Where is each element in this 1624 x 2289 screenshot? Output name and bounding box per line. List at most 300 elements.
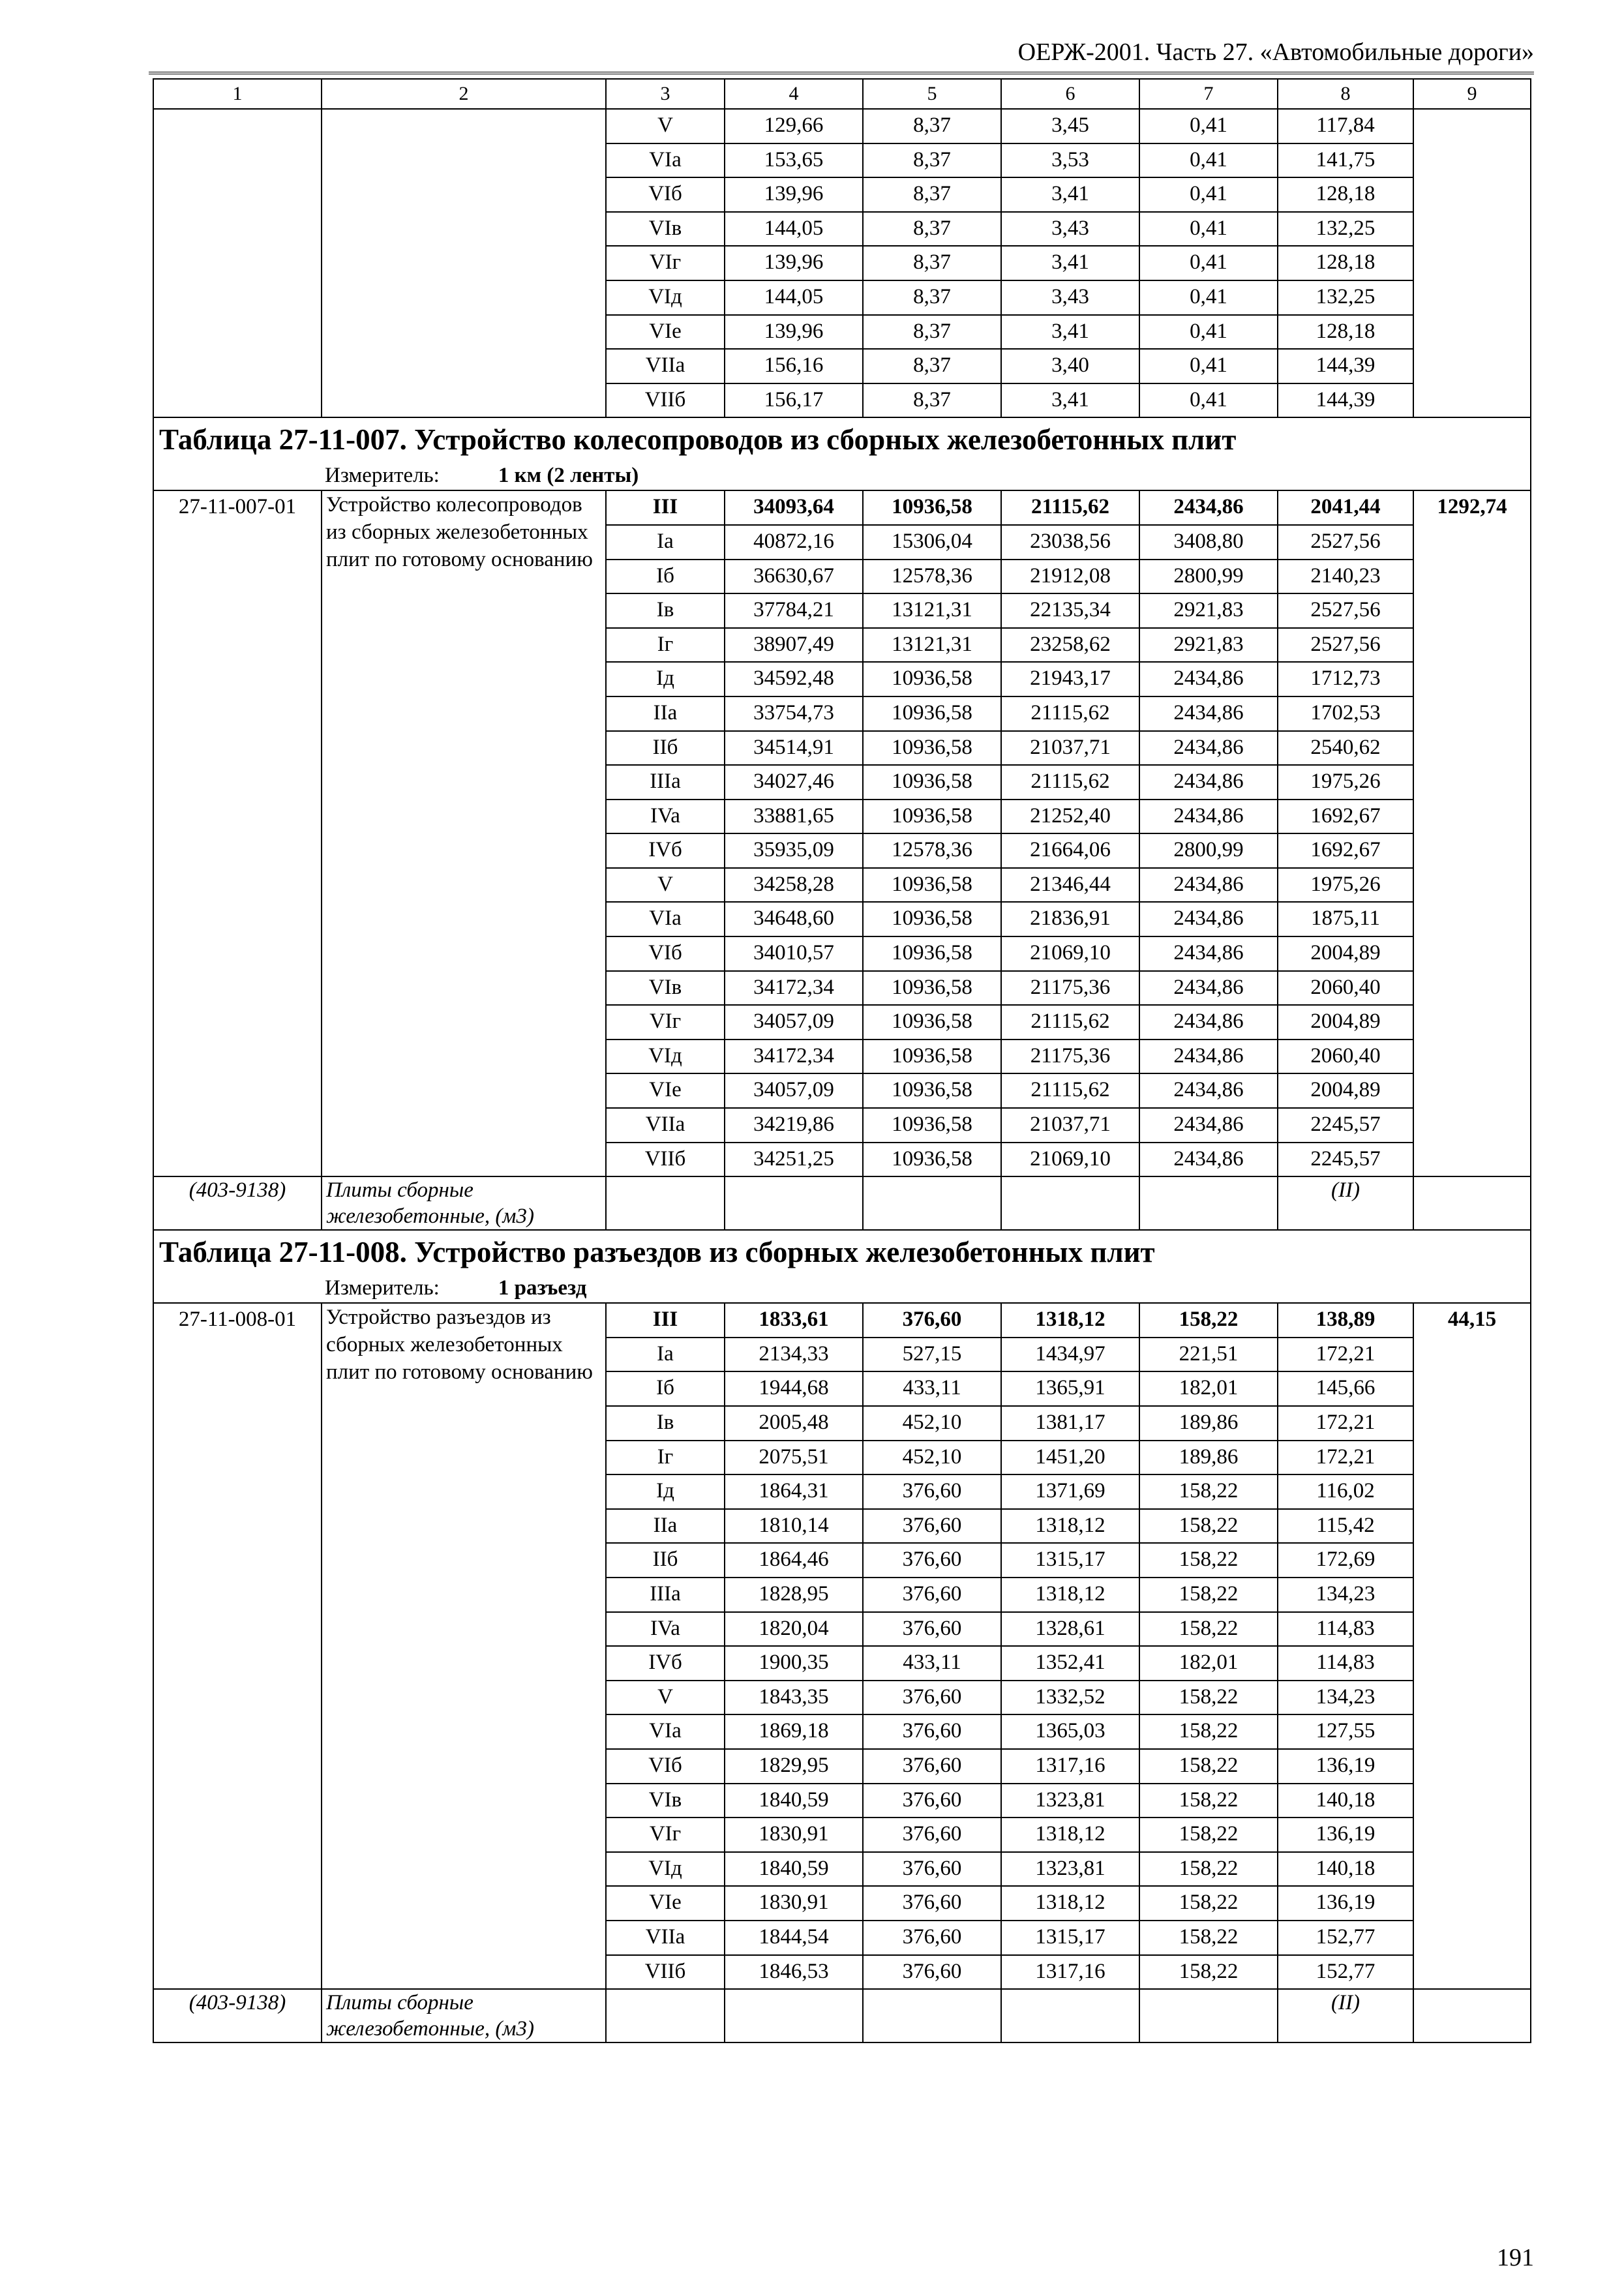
- value-cell: 1875,11: [1278, 902, 1413, 936]
- value-cell: 2245,57: [1278, 1108, 1413, 1143]
- value-cell: 3,43: [1001, 280, 1139, 315]
- value-cell: 2434,86: [1139, 971, 1278, 1006]
- footnote-row: [153, 1176, 1531, 1230]
- unit-value: 1 разъезд: [498, 1276, 587, 1300]
- value-cell: 376,60: [863, 1749, 1001, 1784]
- value-cell: 172,21: [1278, 1406, 1413, 1441]
- value-cell: 1328,61: [1001, 1612, 1139, 1647]
- value-cell: 3,53: [1001, 143, 1139, 178]
- value-cell: 433,11: [863, 1646, 1001, 1681]
- value-cell: 1332,52: [1001, 1681, 1139, 1715]
- value-cell: 2434,86: [1139, 765, 1278, 800]
- zone-cell: Iв: [606, 593, 725, 628]
- value-cell: 21115,62: [1001, 1073, 1139, 1108]
- value-cell: 376,60: [863, 1303, 1001, 1338]
- zone-cell: IIб: [606, 1543, 725, 1578]
- value-cell: 0,41: [1139, 280, 1278, 315]
- value-cell: 376,60: [863, 1578, 1001, 1612]
- value-cell: 2060,40: [1278, 971, 1413, 1006]
- value-cell: 182,01: [1139, 1371, 1278, 1406]
- value-cell: 1833,61: [725, 1303, 863, 1338]
- value-cell: 1692,67: [1278, 833, 1413, 868]
- unit-cell: [153, 461, 1531, 490]
- value-cell: 1900,35: [725, 1646, 863, 1681]
- zone-cell: V: [606, 868, 725, 903]
- value-cell: 1318,12: [1001, 1578, 1139, 1612]
- value-cell: 2434,86: [1139, 1005, 1278, 1040]
- value-cell: 376,60: [863, 1714, 1001, 1749]
- value-cell: 37784,21: [725, 593, 863, 628]
- value-cell: 2540,62: [1278, 731, 1413, 766]
- value-cell: 2134,33: [725, 1338, 863, 1372]
- zone-cell: VIб: [606, 1749, 725, 1784]
- value-cell: 115,42: [1278, 1509, 1413, 1544]
- zone-cell: VIe: [606, 1886, 725, 1921]
- zone-cell: IIб: [606, 731, 725, 766]
- value-cell: 10936,58: [863, 868, 1001, 903]
- value-cell: 22135,34: [1001, 593, 1139, 628]
- value-cell: 1371,69: [1001, 1474, 1139, 1509]
- value-cell: 34258,28: [725, 868, 863, 903]
- value-cell: 1702,53: [1278, 696, 1413, 731]
- value-cell: 2527,56: [1278, 628, 1413, 663]
- value-cell: 144,39: [1278, 349, 1413, 383]
- value-cell: 158,22: [1139, 1303, 1278, 1338]
- table-cell-empty: [863, 1176, 1001, 1230]
- footnote-description: Плиты сборные железобетонные, (м3): [322, 1989, 606, 2042]
- value-cell: 2434,86: [1139, 731, 1278, 766]
- value-cell: 2004,89: [1278, 1005, 1413, 1040]
- value-cell: 2434,86: [1139, 490, 1278, 525]
- unit-row: [153, 461, 1531, 490]
- table-row: [153, 490, 1531, 525]
- value-cell: 2140,23: [1278, 560, 1413, 594]
- value-cell: 34172,34: [725, 1040, 863, 1074]
- col9-cell-empty: [1413, 109, 1531, 417]
- value-cell: 34219,86: [725, 1108, 863, 1143]
- value-cell: 10936,58: [863, 936, 1001, 971]
- code-cell: 27-11-007-01: [153, 490, 322, 1176]
- unit-label: Измеритель:: [325, 464, 440, 488]
- footnote-mark: (II): [1278, 1176, 1413, 1230]
- value-cell: 433,11: [863, 1371, 1001, 1406]
- value-cell: 33881,65: [725, 800, 863, 834]
- value-cell: 132,25: [1278, 212, 1413, 247]
- value-cell: 10936,58: [863, 765, 1001, 800]
- value-cell: 2434,86: [1139, 936, 1278, 971]
- value-cell: 35935,09: [725, 833, 863, 868]
- value-cell: 1434,97: [1001, 1338, 1139, 1372]
- value-cell: 132,25: [1278, 280, 1413, 315]
- value-cell: 1840,59: [725, 1784, 863, 1818]
- value-cell: 8,37: [863, 109, 1001, 143]
- column-number: 7: [1139, 79, 1278, 109]
- value-cell: 21252,40: [1001, 800, 1139, 834]
- value-cell: 10936,58: [863, 1108, 1001, 1143]
- value-cell: 1840,59: [725, 1852, 863, 1887]
- value-cell: 34093,64: [725, 490, 863, 525]
- value-cell: 1381,17: [1001, 1406, 1139, 1441]
- value-cell: 21912,08: [1001, 560, 1139, 594]
- value-cell: 152,77: [1278, 1921, 1413, 1955]
- column-number: 9: [1413, 79, 1531, 109]
- value-cell: 10936,58: [863, 1143, 1001, 1177]
- value-cell: 1864,46: [725, 1543, 863, 1578]
- value-cell: 10936,58: [863, 1073, 1001, 1108]
- zone-cell: Iг: [606, 628, 725, 663]
- value-cell: 36630,67: [725, 560, 863, 594]
- value-cell: 2434,86: [1139, 1143, 1278, 1177]
- zone-cell: IVб: [606, 833, 725, 868]
- value-cell: 145,66: [1278, 1371, 1413, 1406]
- value-cell: 3408,80: [1139, 525, 1278, 560]
- value-cell: 34251,25: [725, 1143, 863, 1177]
- value-cell: 1692,67: [1278, 800, 1413, 834]
- value-cell: 2921,83: [1139, 628, 1278, 663]
- value-cell: 158,22: [1139, 1818, 1278, 1852]
- value-cell: 136,19: [1278, 1749, 1413, 1784]
- value-cell: 10936,58: [863, 731, 1001, 766]
- value-cell: 10936,58: [863, 800, 1001, 834]
- value-cell: 117,84: [1278, 109, 1413, 143]
- zone-cell: VIв: [606, 971, 725, 1006]
- value-cell: 1451,20: [1001, 1441, 1139, 1475]
- table-title-row: [153, 417, 1531, 461]
- value-cell: 2434,86: [1139, 868, 1278, 903]
- zone-cell: IVa: [606, 800, 725, 834]
- value-cell: 21037,71: [1001, 1108, 1139, 1143]
- zone-cell: VIд: [606, 280, 725, 315]
- column-number: 6: [1001, 79, 1139, 109]
- value-cell: 144,05: [725, 212, 863, 247]
- value-cell: 376,60: [863, 1852, 1001, 1887]
- value-cell: 136,19: [1278, 1886, 1413, 1921]
- value-cell: 376,60: [863, 1818, 1001, 1852]
- value-cell: 13121,31: [863, 628, 1001, 663]
- value-cell: 8,37: [863, 383, 1001, 418]
- value-cell: 21037,71: [1001, 731, 1139, 766]
- footnote-code: (403-9138): [153, 1989, 322, 2042]
- value-cell: 8,37: [863, 349, 1001, 383]
- value-cell: 128,18: [1278, 315, 1413, 350]
- value-cell: 452,10: [863, 1441, 1001, 1475]
- value-cell: 1810,14: [725, 1509, 863, 1544]
- zone-cell: VIв: [606, 212, 725, 247]
- value-cell: 136,19: [1278, 1818, 1413, 1852]
- value-cell: 1712,73: [1278, 662, 1413, 696]
- value-cell: 12578,36: [863, 560, 1001, 594]
- value-cell: 2005,48: [725, 1406, 863, 1441]
- value-cell: 172,69: [1278, 1543, 1413, 1578]
- value-cell: 34514,91: [725, 731, 863, 766]
- value-cell: 40872,16: [725, 525, 863, 560]
- column-number: 2: [322, 79, 606, 109]
- value-cell: 34648,60: [725, 902, 863, 936]
- zone-cell: VIд: [606, 1852, 725, 1887]
- code-cell-empty: [153, 109, 322, 417]
- value-cell: 21115,62: [1001, 1005, 1139, 1040]
- value-cell: 23038,56: [1001, 525, 1139, 560]
- page-header-title: ОЕРЖ-2001. Часть 27. «Автомобильные дороги»: [1017, 38, 1534, 66]
- table-title: Таблица 27-11-008. Устройство разъездов из сборных железобетонных плит: [153, 1230, 1531, 1274]
- value-cell: 376,60: [863, 1474, 1001, 1509]
- value-cell: 10936,58: [863, 662, 1001, 696]
- table-cell-empty: [725, 1989, 863, 2042]
- zone-cell: Iд: [606, 1474, 725, 1509]
- value-cell: 2800,99: [1139, 833, 1278, 868]
- value-cell: 158,22: [1139, 1955, 1278, 1990]
- col9-cell: 44,15: [1413, 1303, 1531, 1989]
- zone-cell: III: [606, 1303, 725, 1338]
- value-cell: 2434,86: [1139, 662, 1278, 696]
- value-cell: 2434,86: [1139, 1108, 1278, 1143]
- value-cell: 21943,17: [1001, 662, 1139, 696]
- value-cell: 10936,58: [863, 1040, 1001, 1074]
- value-cell: 141,75: [1278, 143, 1413, 178]
- value-cell: 1315,17: [1001, 1921, 1139, 1955]
- zone-cell: VIIб: [606, 1143, 725, 1177]
- zone-cell: VIг: [606, 1818, 725, 1852]
- value-cell: 0,41: [1139, 383, 1278, 418]
- table-cell-empty: [1001, 1989, 1139, 2042]
- value-cell: 10936,58: [863, 902, 1001, 936]
- value-cell: 158,22: [1139, 1578, 1278, 1612]
- value-cell: 3,41: [1001, 383, 1139, 418]
- description-cell-empty: [322, 109, 606, 417]
- value-cell: 23258,62: [1001, 628, 1139, 663]
- value-cell: 2434,86: [1139, 1040, 1278, 1074]
- value-cell: 134,23: [1278, 1681, 1413, 1715]
- value-cell: 156,16: [725, 349, 863, 383]
- value-cell: 2921,83: [1139, 593, 1278, 628]
- value-cell: 1820,04: [725, 1612, 863, 1647]
- value-cell: 376,60: [863, 1543, 1001, 1578]
- value-cell: 158,22: [1139, 1474, 1278, 1509]
- value-cell: 10936,58: [863, 490, 1001, 525]
- value-cell: 189,86: [1139, 1441, 1278, 1475]
- value-cell: 2060,40: [1278, 1040, 1413, 1074]
- zone-cell: V: [606, 1681, 725, 1715]
- zone-cell: VIг: [606, 1005, 725, 1040]
- table-title-row: [153, 1230, 1531, 1274]
- table-cell-empty: [863, 1989, 1001, 2042]
- value-cell: 8,37: [863, 143, 1001, 178]
- value-cell: 1323,81: [1001, 1784, 1139, 1818]
- value-cell: 8,37: [863, 315, 1001, 350]
- value-cell: 158,22: [1139, 1612, 1278, 1647]
- zone-cell: Iг: [606, 1441, 725, 1475]
- zone-cell: VIд: [606, 1040, 725, 1074]
- value-cell: 2004,89: [1278, 1073, 1413, 1108]
- code-cell: 27-11-008-01: [153, 1303, 322, 1989]
- table-cell-empty: [606, 1989, 725, 2042]
- value-cell: 144,39: [1278, 383, 1413, 418]
- value-cell: 140,18: [1278, 1852, 1413, 1887]
- value-cell: 376,60: [863, 1921, 1001, 1955]
- zone-cell: VIIa: [606, 349, 725, 383]
- value-cell: 144,05: [725, 280, 863, 315]
- value-cell: 2527,56: [1278, 593, 1413, 628]
- column-number: 5: [863, 79, 1001, 109]
- value-cell: 158,22: [1139, 1784, 1278, 1818]
- zone-cell: V: [606, 109, 725, 143]
- value-cell: 152,77: [1278, 1955, 1413, 1990]
- value-cell: 34027,46: [725, 765, 863, 800]
- value-cell: 114,83: [1278, 1612, 1413, 1647]
- column-number-row: [153, 79, 1531, 109]
- value-cell: 0,41: [1139, 177, 1278, 212]
- value-cell: 158,22: [1139, 1749, 1278, 1784]
- value-cell: 182,01: [1139, 1646, 1278, 1681]
- value-cell: 0,41: [1139, 349, 1278, 383]
- value-cell: 2527,56: [1278, 525, 1413, 560]
- value-cell: 21115,62: [1001, 696, 1139, 731]
- value-cell: 1318,12: [1001, 1509, 1139, 1544]
- value-cell: 1846,53: [725, 1955, 863, 1990]
- zone-cell: VIe: [606, 315, 725, 350]
- table-title: Таблица 27-11-007. Устройство колесопроводов из сборных железобетонных плит: [153, 417, 1531, 461]
- price-table: [153, 78, 1531, 2043]
- zone-cell: VIг: [606, 246, 725, 280]
- zone-cell: VIIб: [606, 1955, 725, 1990]
- value-cell: 138,89: [1278, 1303, 1413, 1338]
- value-cell: 13121,31: [863, 593, 1001, 628]
- value-cell: 158,22: [1139, 1886, 1278, 1921]
- zone-cell: VIIa: [606, 1108, 725, 1143]
- value-cell: 21664,06: [1001, 833, 1139, 868]
- unit-row: [153, 1274, 1531, 1303]
- value-cell: 376,60: [863, 1681, 1001, 1715]
- value-cell: 34010,57: [725, 936, 863, 971]
- column-number: 3: [606, 79, 725, 109]
- column-number: 8: [1278, 79, 1413, 109]
- value-cell: 1829,95: [725, 1749, 863, 1784]
- zone-cell: IVб: [606, 1646, 725, 1681]
- value-cell: 0,41: [1139, 109, 1278, 143]
- value-cell: 172,21: [1278, 1441, 1413, 1475]
- value-cell: 0,41: [1139, 143, 1278, 178]
- value-cell: 172,21: [1278, 1338, 1413, 1372]
- value-cell: 1869,18: [725, 1714, 863, 1749]
- zone-cell: VIIб: [606, 383, 725, 418]
- value-cell: 0,41: [1139, 212, 1278, 247]
- value-cell: 221,51: [1139, 1338, 1278, 1372]
- value-cell: 8,37: [863, 246, 1001, 280]
- value-cell: 1315,17: [1001, 1543, 1139, 1578]
- zone-cell: Iв: [606, 1406, 725, 1441]
- value-cell: 127,55: [1278, 1714, 1413, 1749]
- description-cell: Устройство разъездов из сборных железобетонных плит по готовому основанию: [322, 1303, 606, 1989]
- value-cell: 158,22: [1139, 1509, 1278, 1544]
- value-cell: 21346,44: [1001, 868, 1139, 903]
- value-cell: 15306,04: [863, 525, 1001, 560]
- value-cell: 34172,34: [725, 971, 863, 1006]
- value-cell: 21836,91: [1001, 902, 1139, 936]
- zone-cell: III: [606, 490, 725, 525]
- value-cell: 1830,91: [725, 1886, 863, 1921]
- value-cell: 10936,58: [863, 971, 1001, 1006]
- value-cell: 1323,81: [1001, 1852, 1139, 1887]
- value-cell: 1318,12: [1001, 1303, 1139, 1338]
- value-cell: 33754,73: [725, 696, 863, 731]
- value-cell: 158,22: [1139, 1714, 1278, 1749]
- value-cell: 1975,26: [1278, 765, 1413, 800]
- value-cell: 2434,86: [1139, 696, 1278, 731]
- value-cell: 1830,91: [725, 1818, 863, 1852]
- value-cell: 153,65: [725, 143, 863, 178]
- value-cell: 189,86: [1139, 1406, 1278, 1441]
- value-cell: 34592,48: [725, 662, 863, 696]
- zone-cell: VIe: [606, 1073, 725, 1108]
- value-cell: 1365,91: [1001, 1371, 1139, 1406]
- value-cell: 10936,58: [863, 1005, 1001, 1040]
- value-cell: 0,41: [1139, 315, 1278, 350]
- value-cell: 452,10: [863, 1406, 1001, 1441]
- zone-cell: IVa: [606, 1612, 725, 1647]
- zone-cell: IIa: [606, 1509, 725, 1544]
- zone-cell: IIIa: [606, 1578, 725, 1612]
- value-cell: 21069,10: [1001, 936, 1139, 971]
- header-rule: [149, 72, 1534, 74]
- value-cell: 8,37: [863, 212, 1001, 247]
- value-cell: 156,17: [725, 383, 863, 418]
- zone-cell: IIa: [606, 696, 725, 731]
- value-cell: 1317,16: [1001, 1749, 1139, 1784]
- value-cell: 21115,62: [1001, 765, 1139, 800]
- value-cell: 1318,12: [1001, 1818, 1139, 1852]
- table-cell-empty: [1139, 1176, 1278, 1230]
- value-cell: 0,41: [1139, 246, 1278, 280]
- value-cell: 1365,03: [1001, 1714, 1139, 1749]
- value-cell: 34057,09: [725, 1073, 863, 1108]
- value-cell: 158,22: [1139, 1921, 1278, 1955]
- value-cell: 2434,86: [1139, 800, 1278, 834]
- value-cell: 1975,26: [1278, 868, 1413, 903]
- value-cell: 2800,99: [1139, 560, 1278, 594]
- table-cell-empty: [1001, 1176, 1139, 1230]
- value-cell: 139,96: [725, 246, 863, 280]
- value-cell: 134,23: [1278, 1578, 1413, 1612]
- value-cell: 3,41: [1001, 315, 1139, 350]
- footnote-code: (403-9138): [153, 1176, 322, 1230]
- value-cell: 3,41: [1001, 177, 1139, 212]
- page-number: 191: [1497, 2244, 1534, 2271]
- value-cell: 8,37: [863, 177, 1001, 212]
- value-cell: 38907,49: [725, 628, 863, 663]
- unit-label: Измеритель:: [325, 1276, 440, 1300]
- unit-cell: [153, 1274, 1531, 1303]
- value-cell: 114,83: [1278, 1646, 1413, 1681]
- table-cell-empty: [606, 1176, 725, 1230]
- value-cell: 1317,16: [1001, 1955, 1139, 1990]
- zone-cell: Iд: [606, 662, 725, 696]
- zone-cell: VIIa: [606, 1921, 725, 1955]
- value-cell: 3,41: [1001, 246, 1139, 280]
- value-cell: 21175,36: [1001, 971, 1139, 1006]
- column-number: 4: [725, 79, 863, 109]
- value-cell: 3,45: [1001, 109, 1139, 143]
- value-cell: 527,15: [863, 1338, 1001, 1372]
- value-cell: 1864,31: [725, 1474, 863, 1509]
- value-cell: 139,96: [725, 315, 863, 350]
- value-cell: 116,02: [1278, 1474, 1413, 1509]
- value-cell: 8,37: [863, 280, 1001, 315]
- value-cell: 139,96: [725, 177, 863, 212]
- footnote-description: Плиты сборные железобетонные, (м3): [322, 1176, 606, 1230]
- zone-cell: VIa: [606, 1714, 725, 1749]
- table-cell-empty: [1413, 1989, 1531, 2042]
- value-cell: 21069,10: [1001, 1143, 1139, 1177]
